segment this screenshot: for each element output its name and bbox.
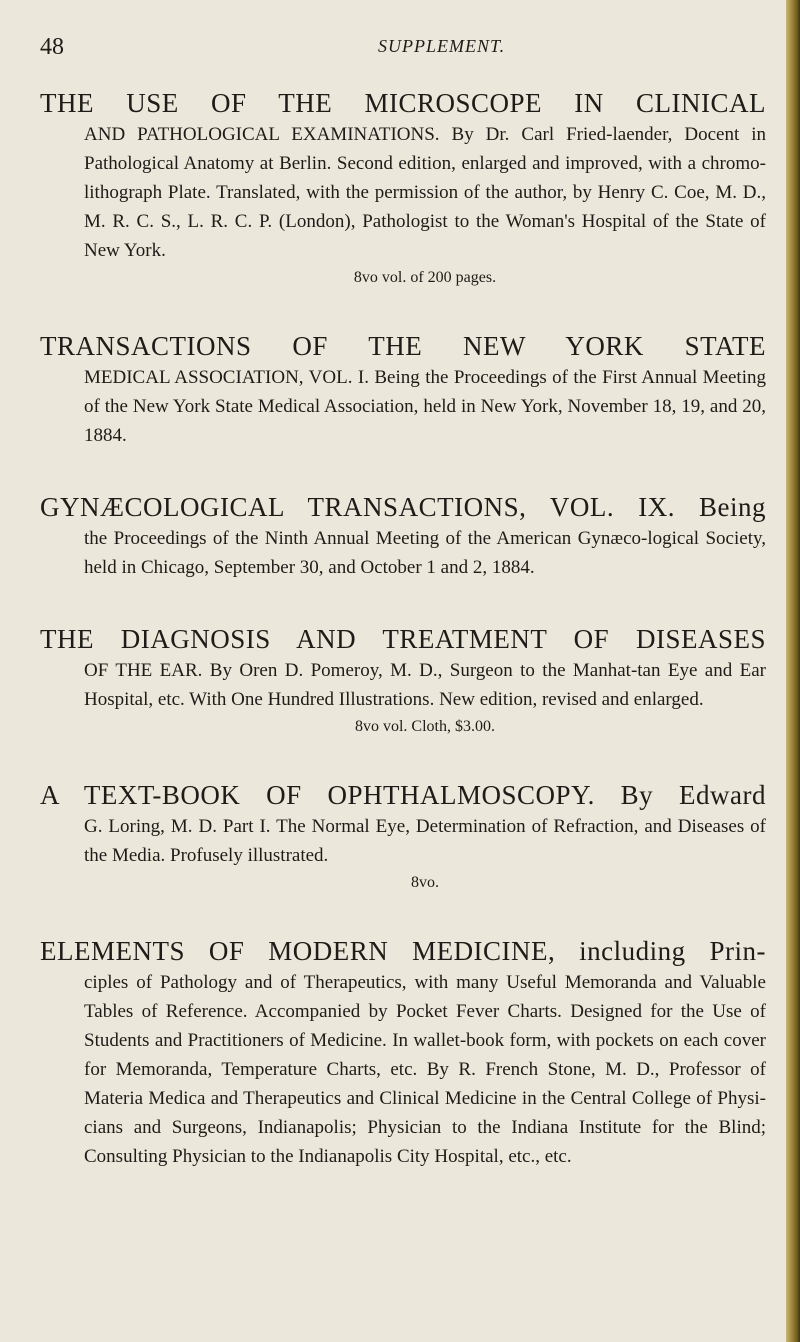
entry-body: AND PATHOLOGICAL EXAMINATIONS. By Dr. Carl Fried-laender, Docent in Pathological Anatomy at Berlin. Second edition, enlarged and improved, with a chromo-lithograph Plate. Translated, with the permission of the author, by Henry C. Coe, M. D., M. R. C. S., L. R. C. P. (London), Pathologist to the Woman's Hospital of the State of New York. [84, 124, 766, 261]
entry-title: THE USE OF THE MICROSCOPE IN CLINICAL [40, 88, 766, 118]
entry-title: TRANSACTIONS OF THE NEW YORK STATE [40, 331, 766, 361]
page-header [40, 30, 770, 66]
entry-body: G. Loring, M. D. Part I. The Normal Eye, Determination of Refraction, and Diseases of the Media. Profusely illustrated. [84, 816, 766, 866]
entry-body: OF THE EAR. By Oren D. Pomeroy, M. D., Surgeon to the Manhat-tan Eye and Ear Hospital, etc. With One Hundred Illustrations. New edition, revised and enlarged. [84, 660, 766, 710]
entry-ny-transactions [40, 329, 766, 450]
gilt-page-edge [786, 0, 800, 1342]
entry-modern-medicine [40, 934, 766, 1171]
entry-price: 8vo. [411, 874, 439, 891]
entry-title: A TEXT-BOOK OF OPHTHALMOSCOPY. By Edward [40, 780, 766, 810]
entry-ophthalmoscopy [40, 778, 766, 894]
advertisement-list [40, 86, 766, 1211]
entry-body: ciples of Pathology and of Therapeutics, with many Useful Memoranda and Valuable Tables of Reference. Accompanied by Pocket Fever Charts. Designed for the Use of Students and Practitioners of Medicine. In wallet-book form, with pockets on each cover for Memoranda, Temperature Charts, etc. By R. French Stone, M. D., Professor of Materia Medica and Therapeutics and Clinical Medicine in the Central College of Physi-cians and Surgeons, Indianapolis; Physician to the Indiana Institute for the Blind; Consulting Physician to the Indianapolis City Hospital, etc., etc. [84, 972, 766, 1167]
entry-body: the Proceedings of the Ninth Annual Meeting of the American Gynæco-logical Society, held in Chicago, September 30, and October 1 and 2, 1884. [84, 528, 766, 578]
entry-body: MEDICAL ASSOCIATION, VOL. I. Being the Proceedings of the First Annual Meeting of the New York State Medical Association, held in New York, November 18, 19, and 20, 1884. [84, 367, 766, 446]
entry-title: ELEMENTS OF MODERN MEDICINE, including Prin- [40, 936, 766, 966]
entry-title: THE DIAGNOSIS AND TREATMENT OF DISEASES [40, 624, 766, 654]
entry-gynaecological [40, 490, 766, 582]
entry-title: GYNÆCOLOGICAL TRANSACTIONS, VOL. IX. Being [40, 492, 766, 522]
running-head: SUPPLEMENT. [378, 36, 506, 56]
page-number: 48 [40, 34, 64, 60]
entry-price: 8vo vol. Cloth, $3.00. [354, 718, 495, 735]
entry-diseases-ear [40, 622, 766, 738]
entry-microscope [40, 86, 766, 289]
entry-price: 8vo vol. of 200 pages. [353, 269, 497, 286]
